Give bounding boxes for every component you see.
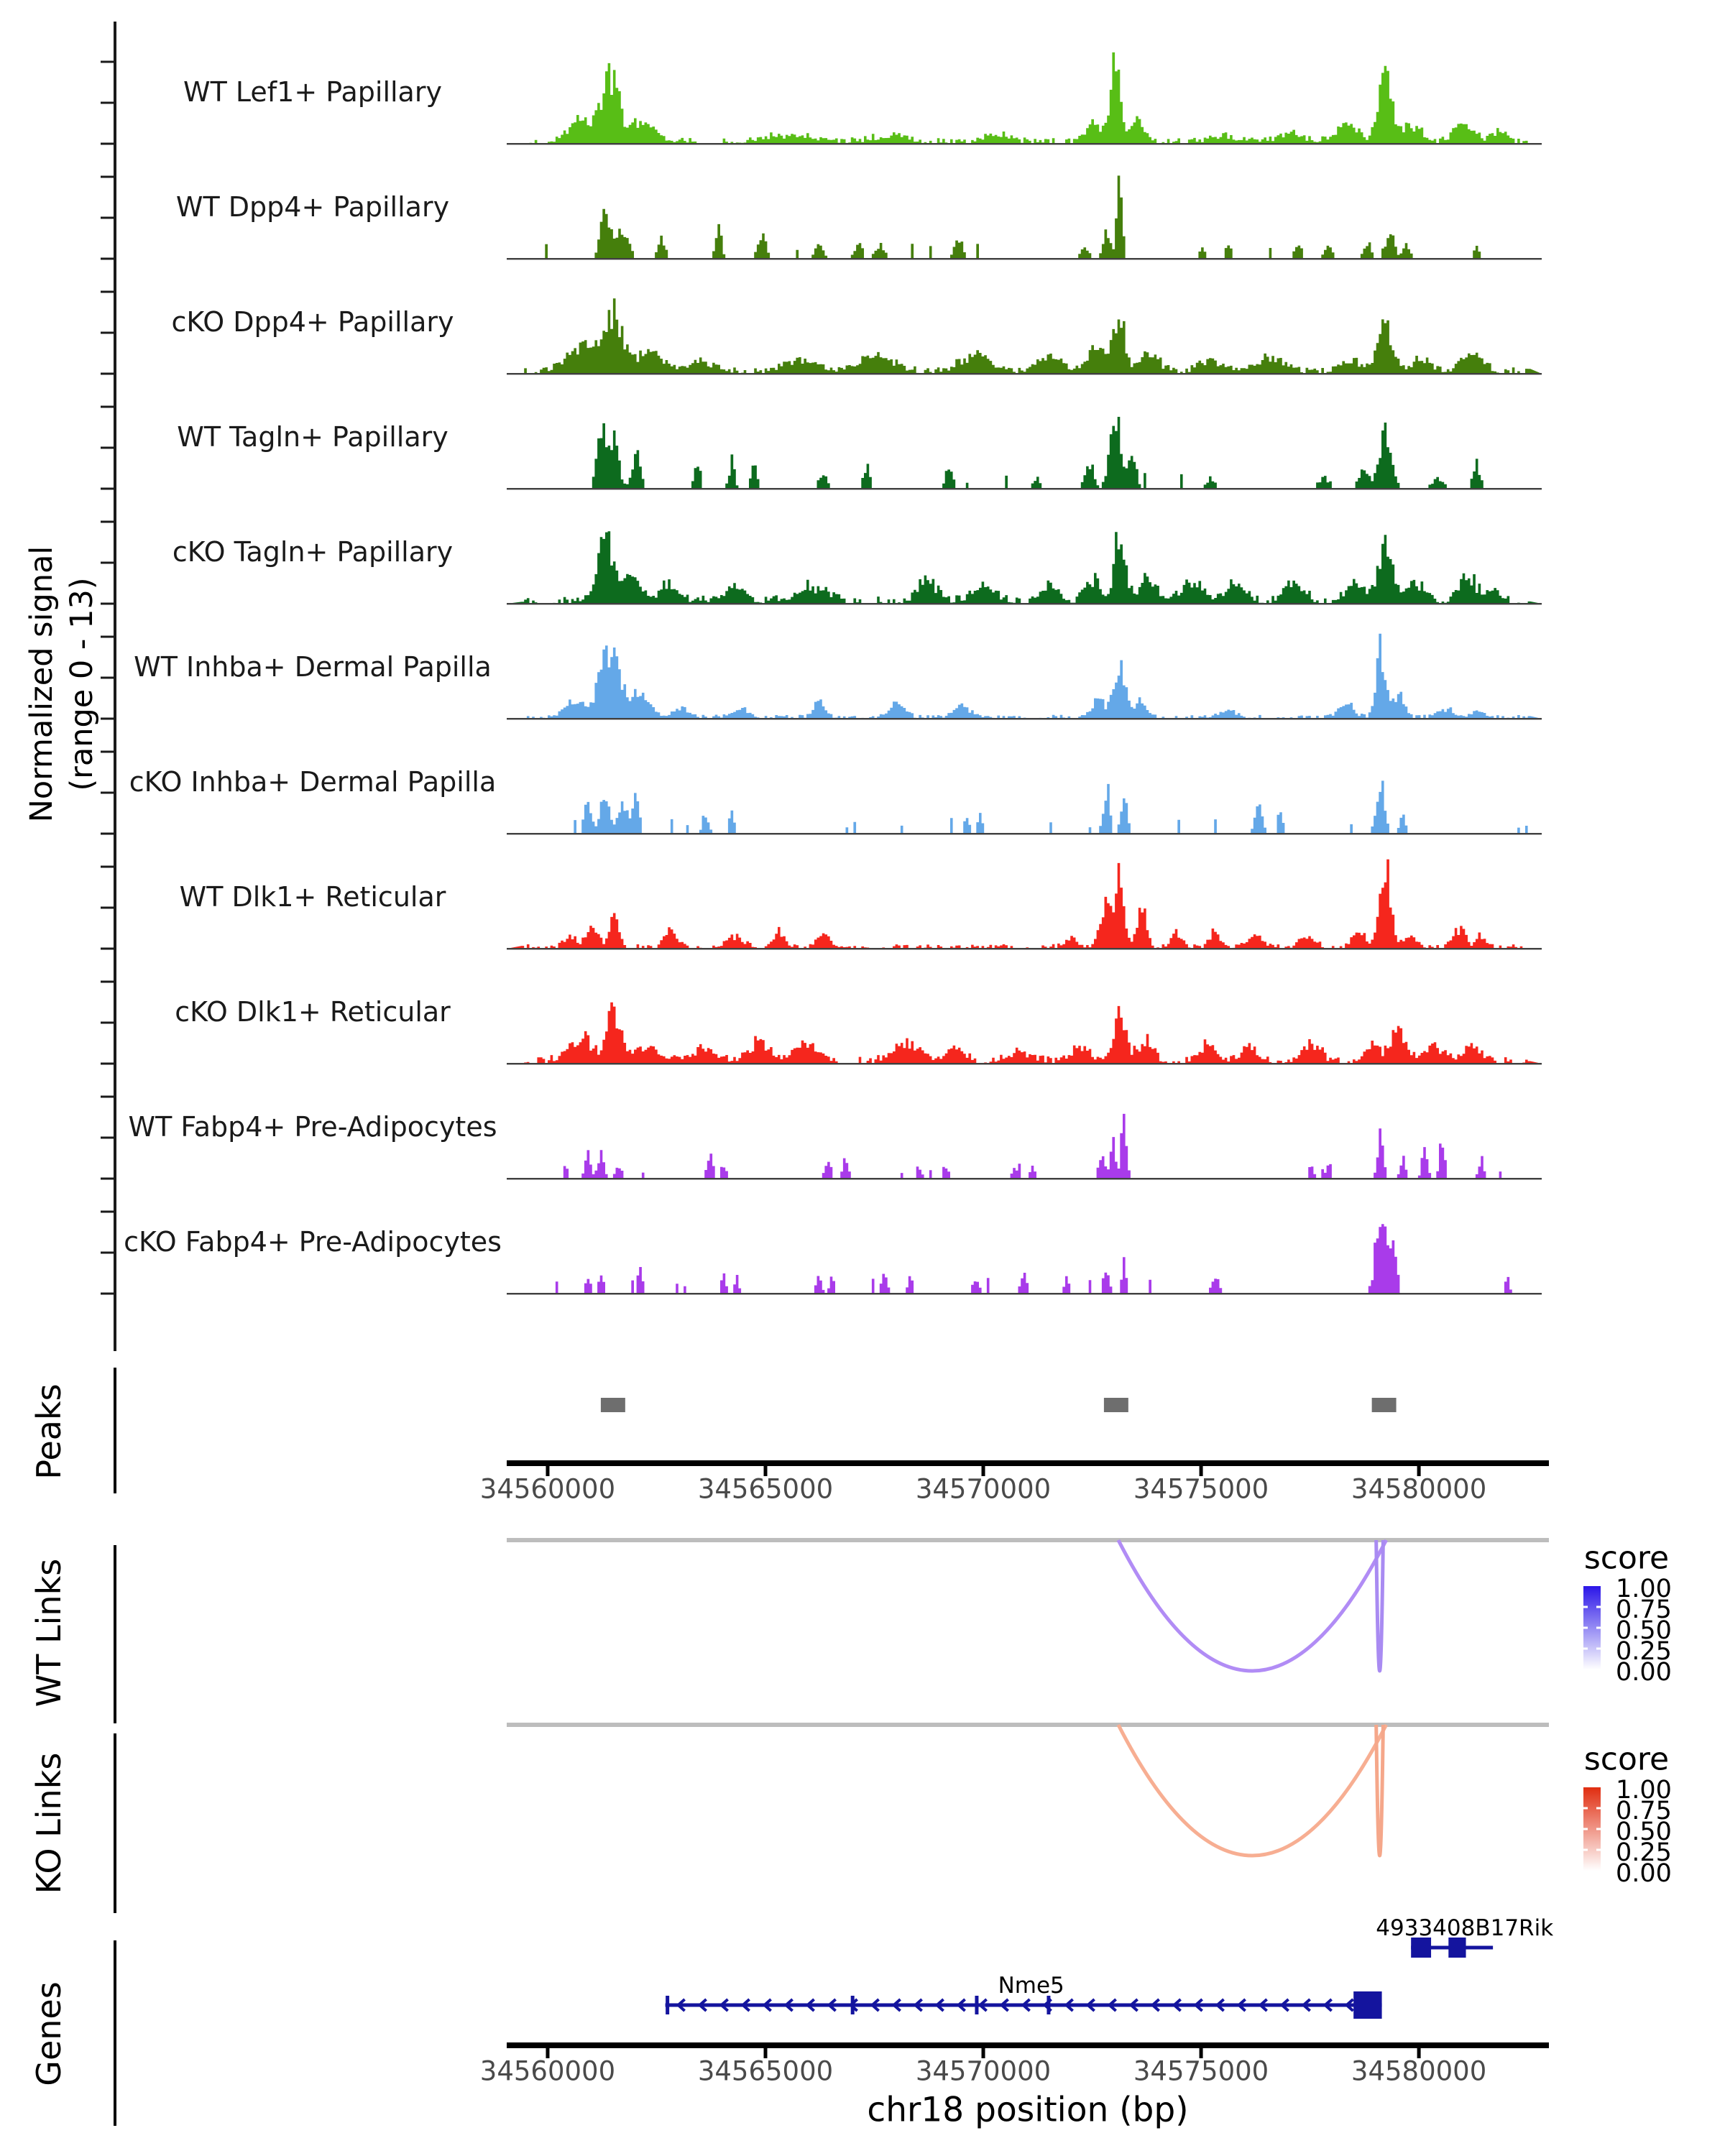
coverage-track-baseline [507,1063,1542,1064]
section-bracket-ko-links [114,1733,116,1913]
score-legend-tick-label: 0.25 [1616,1637,1672,1666]
y-axis-tick [101,143,114,145]
score-legend-tick-label: 0.75 [1616,1797,1672,1825]
coverage-track-baseline [507,833,1542,834]
x-axis-tick-label: 34570000 [915,2055,1052,2087]
y-axis-tick [101,217,114,219]
colorbar-tick [1583,1807,1588,1810]
x-axis-tick-label: 34570000 [915,1473,1052,1505]
section-label-ko-links: KO Links [29,1752,68,1894]
peak-region-box [601,1398,625,1412]
track-label: cKO Fabp4+ Pre-Adipocytes [124,1226,502,1258]
coverage-track-area [507,634,1542,719]
peak-region-box [1372,1398,1397,1412]
x-axis-tick-label: 34580000 [1351,1473,1487,1505]
y-axis-tick [101,948,114,950]
y-axis-tick [101,833,114,835]
score-legend-tick-label: 1.00 [1616,1776,1672,1805]
y-axis-label-line2: (range 0 - 13) [64,577,100,791]
coverage-track-area [507,52,1542,144]
y-axis-tick [101,521,114,523]
colorbar-tick [1583,1648,1588,1650]
y-axis-tick [101,258,114,260]
x-axis-tick-label: 34580000 [1351,2055,1487,2087]
colorbar-tick [1596,1828,1601,1830]
score-legend-tick-label: 1.00 [1616,1575,1672,1603]
track-label: WT Dlk1+ Reticular [179,881,446,913]
gene-exon-tick [666,1996,669,2014]
y-axis-tick [101,1293,114,1295]
gene-name-label: 4933408B17Rik [1376,1915,1554,1941]
track-label: WT Dpp4+ Papillary [175,191,450,223]
y-axis-tick [101,488,114,490]
colorbar-tick [1596,1648,1601,1650]
y-axis-tick [101,603,114,605]
y-axis-tick [101,1096,114,1098]
section-label-peaks: Peaks [29,1383,68,1480]
coverage-track-baseline [507,1293,1542,1294]
score-legend-tick-label: 0.00 [1616,1859,1672,1888]
coaccessibility-link-arc [1376,1725,1384,1856]
y-axis-tick [101,636,114,638]
y-axis-tick [101,907,114,909]
section-bracket-wt-links [114,1545,116,1723]
coverage-track-area [507,417,1542,489]
y-axis-tick [101,447,114,449]
y-axis-tick [101,1178,114,1180]
x-axis-title: chr18 position (bp) [867,2090,1189,2130]
x-axis-tick-label: 34565000 [697,2055,834,2087]
track-label: WT Tagln+ Papillary [177,421,448,453]
y-axis-tick [101,1063,114,1065]
coverage-track-area [507,780,1542,834]
x-axis-line [507,1460,1549,1466]
y-axis-tick [101,332,114,334]
score-legend-tick-label: 0.50 [1616,1616,1672,1645]
coaccessibility-link-arc [1118,1540,1386,1671]
y-axis-tick [101,562,114,564]
coverage-track-baseline [507,488,1542,489]
links-baseline [507,1723,1549,1727]
coverage-track-area [507,531,1542,604]
score-legend-tick-label: 0.75 [1616,1595,1672,1624]
coverage-track-area [507,175,1542,259]
links-baseline [507,1538,1549,1542]
x-axis-tick-label: 34560000 [479,2055,616,2087]
coverage-track-baseline [507,948,1542,949]
colorbar-tick [1596,1807,1601,1810]
score-legend-title: score [1583,1741,1670,1778]
y-axis-tick [101,718,114,720]
coverage-track-area [507,1224,1542,1294]
y-axis-tick [101,792,114,794]
section-label-wt-links: WT Links [29,1558,68,1708]
x-axis-tick-label: 34560000 [479,1473,616,1505]
coverage-track-baseline [507,718,1542,719]
x-axis-tick-label: 34565000 [697,1473,834,1505]
section-bracket-genes [114,1940,116,2126]
coverage-track-baseline [507,143,1542,144]
score-legend-tick-label: 0.25 [1616,1838,1672,1867]
track-label: WT Fabp4+ Pre-Adipocytes [128,1111,497,1143]
coverage-track-baseline [507,373,1542,374]
gene-terminal-exon [1353,1991,1381,2019]
gene-name-label: Nme5 [998,1973,1064,1999]
section-label-genes: Genes [29,1981,68,2086]
y-axis-line [114,22,116,1351]
coverage-track-baseline [507,258,1542,259]
colorbar-tick [1583,1627,1588,1629]
y-axis-tick [101,677,114,679]
track-label: cKO Dpp4+ Papillary [171,306,454,338]
track-label: WT Inhba+ Dermal Papilla [134,651,492,683]
y-axis-tick [101,102,114,104]
track-label: WT Lef1+ Papillary [183,76,442,108]
track-label: cKO Dlk1+ Reticular [175,996,451,1028]
colorbar-tick [1596,1606,1601,1608]
coverage-track-area [507,1114,1542,1179]
y-axis-tick [101,1137,114,1139]
x-axis-tick-label: 34575000 [1133,2055,1269,2087]
coaccessibility-link-arc [1376,1540,1384,1671]
coverage-track-baseline [507,1178,1542,1179]
coaccessibility-link-arc [1118,1725,1386,1856]
score-legend-title: score [1583,1539,1670,1577]
y-axis-label-line1: Normalized signal [24,545,60,823]
colorbar-tick [1583,1828,1588,1830]
score-legend-tick-label: 0.50 [1616,1818,1672,1846]
colorbar-tick [1583,1606,1588,1608]
y-axis-tick [101,373,114,375]
y-axis-tick [101,981,114,983]
colorbar-tick [1583,1849,1588,1851]
y-axis-tick [101,1211,114,1213]
y-axis-tick [101,866,114,868]
coverage-track-baseline [507,603,1542,604]
score-legend-tick-label: 0.00 [1616,1658,1672,1687]
coverage-track-area [507,298,1542,374]
track-label: cKO Inhba+ Dermal Papilla [129,766,497,798]
y-axis-tick [101,1252,114,1254]
x-axis-line [507,2042,1549,2048]
track-label: cKO Tagln+ Papillary [172,536,454,568]
peak-region-box [1104,1398,1128,1412]
coverage-track-area [507,860,1542,949]
y-axis-tick [101,751,114,753]
x-axis-tick-label: 34575000 [1133,1473,1269,1505]
colorbar-tick [1596,1627,1601,1629]
y-axis-tick [101,176,114,178]
y-axis-tick [101,61,114,63]
y-axis-tick [101,1022,114,1024]
y-axis-tick [101,406,114,408]
colorbar-tick [1596,1849,1601,1851]
section-bracket-peaks [114,1368,116,1493]
y-axis-tick [101,291,114,293]
coverage-track-area [507,1003,1542,1064]
